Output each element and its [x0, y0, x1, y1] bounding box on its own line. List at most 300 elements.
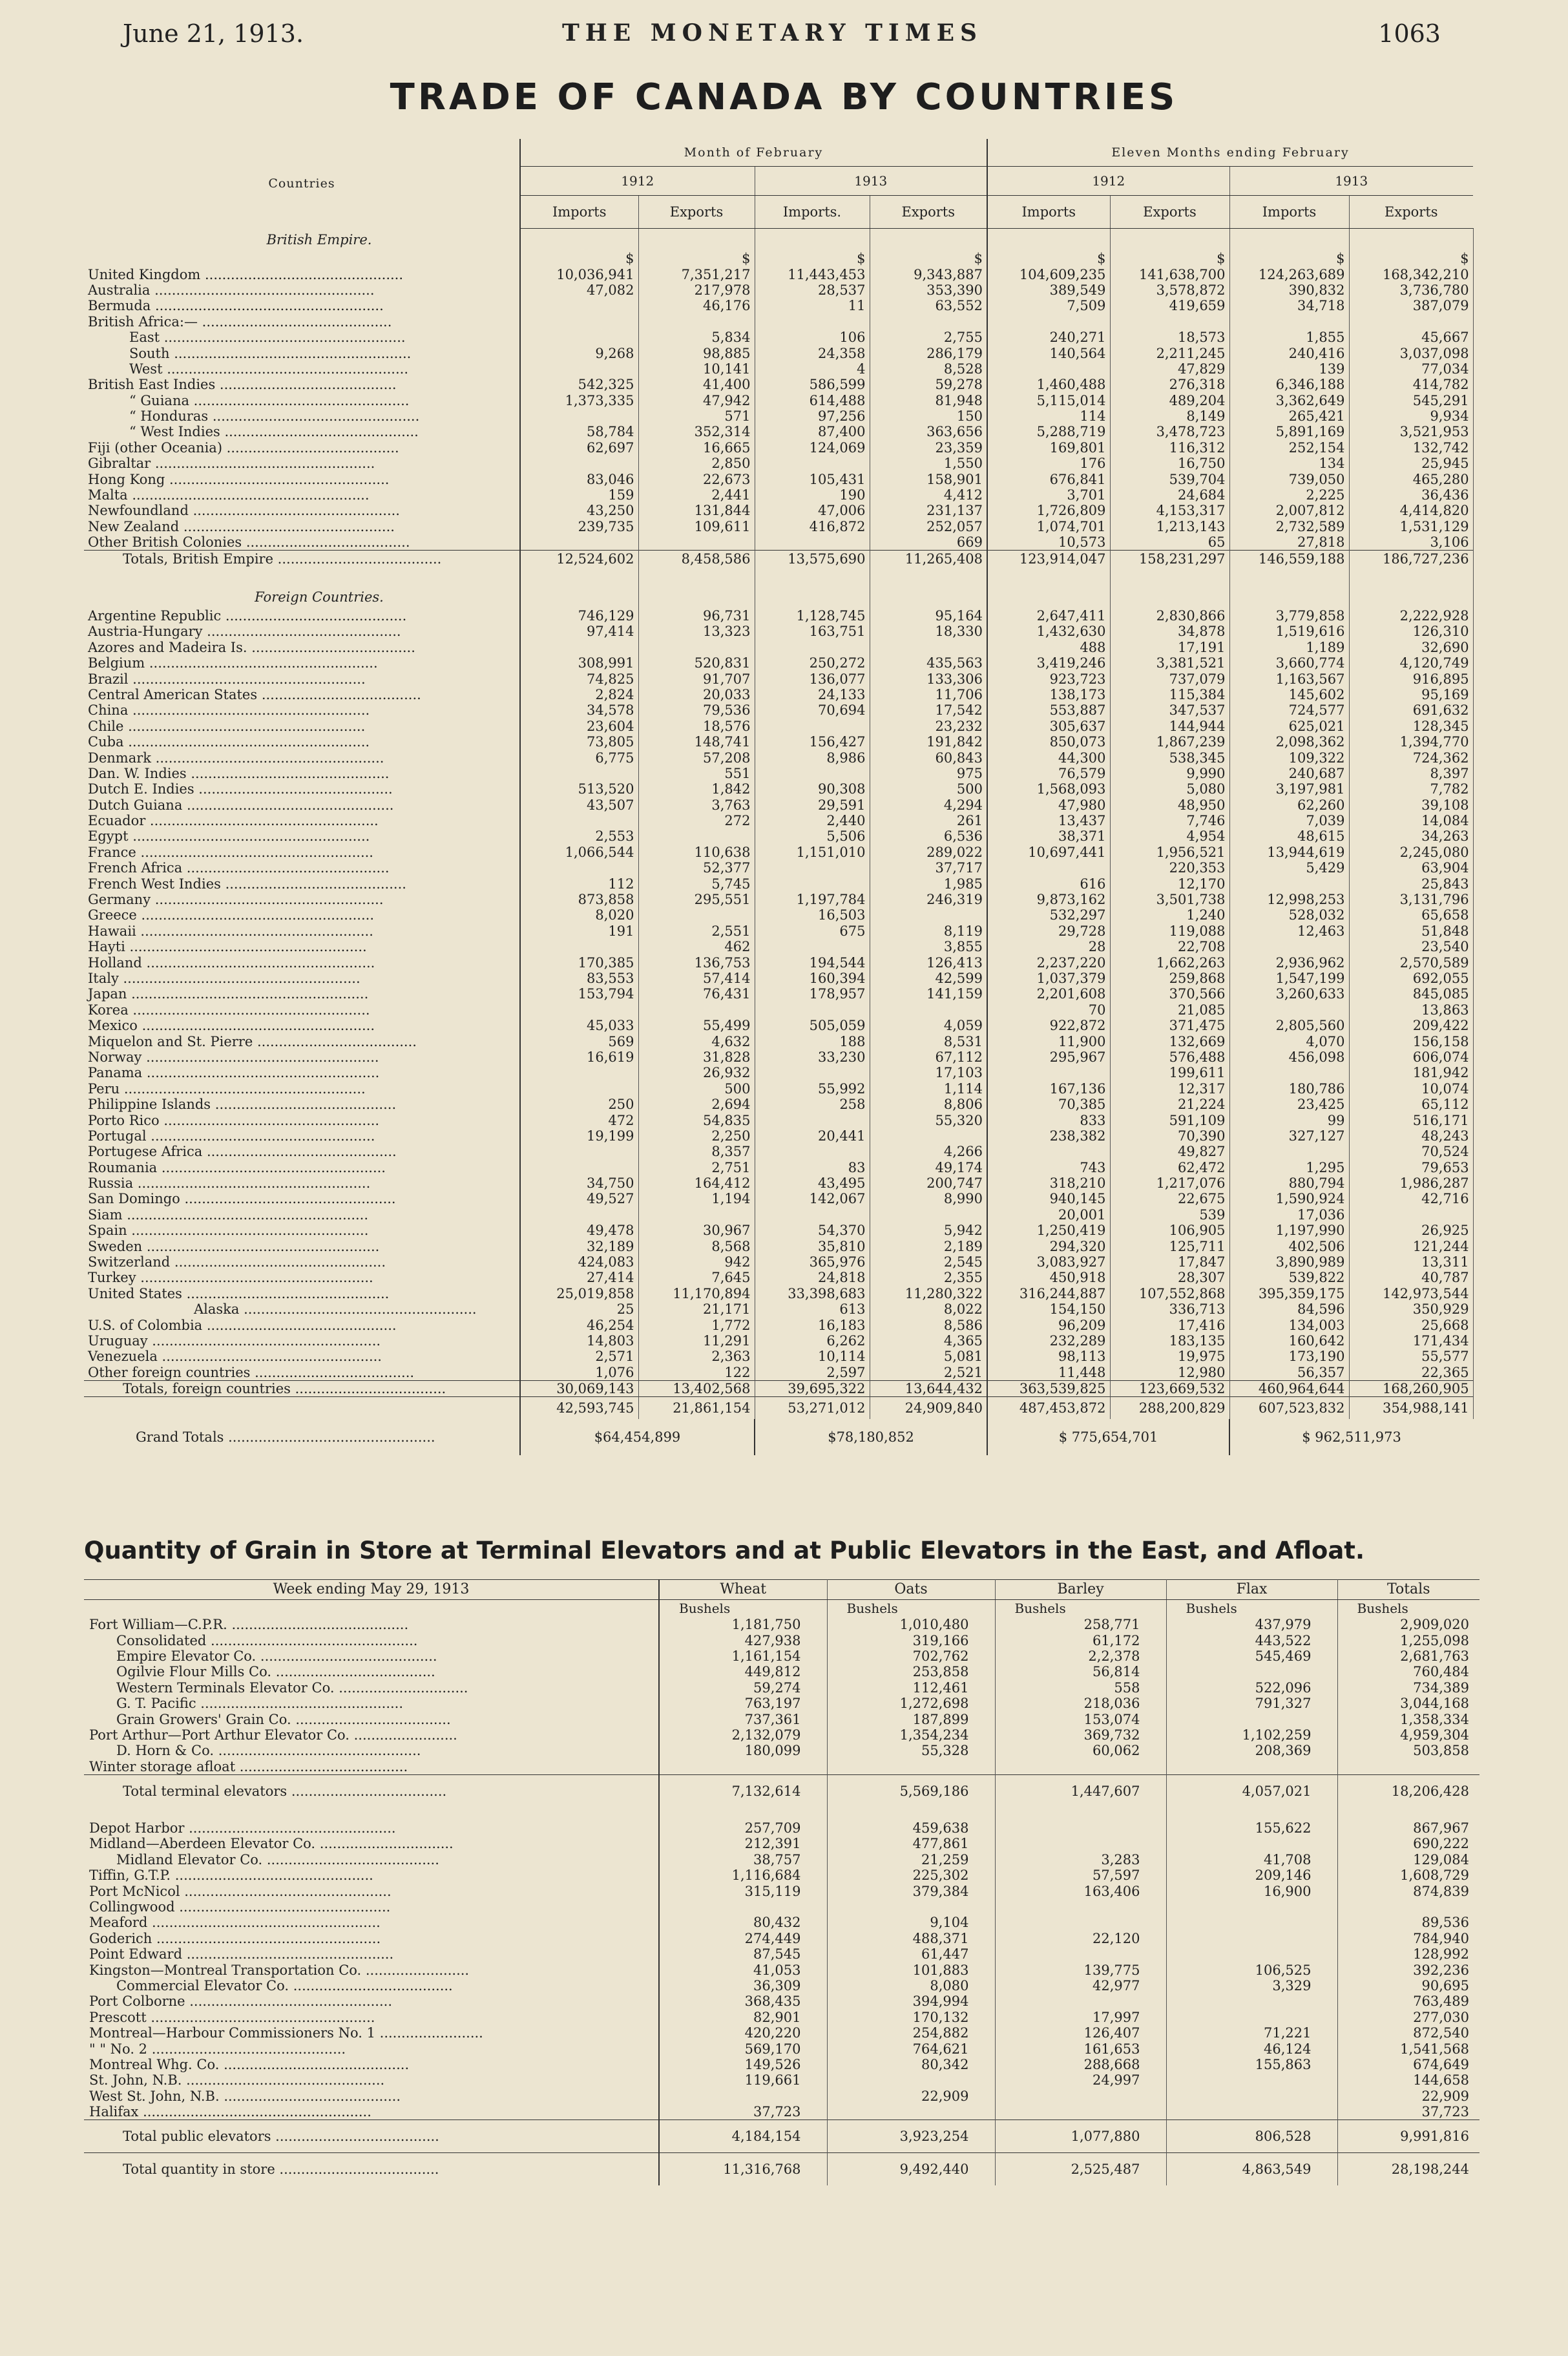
trade-value: 19,975: [1110, 1349, 1229, 1364]
country-row: [84, 1301, 1473, 1317]
trade-value: 18,330: [870, 624, 987, 639]
trade-value: 2,201,608: [987, 986, 1110, 1002]
country-name: Malta .......................................................: [84, 487, 520, 503]
bushel-value: 2,909,020: [1400, 1617, 1469, 1633]
trade-value: [520, 640, 638, 655]
country-name: Hong Kong ...................................................: [84, 471, 520, 487]
trade-value: [520, 456, 638, 471]
trade-value: 2,355: [870, 1270, 987, 1285]
country-row: [84, 766, 1473, 781]
trade-value: 675: [755, 923, 870, 939]
country-row: [84, 1191, 1473, 1206]
trade-value: 32,189: [520, 1238, 638, 1254]
empty-cell: [755, 229, 870, 251]
trade-value: 28,307: [1110, 1270, 1229, 1285]
bushel-value: 4,863,549: [1166, 2153, 1337, 2186]
trade-value: [755, 876, 870, 891]
country-row: [84, 876, 1473, 891]
trade-value: 3,779,858: [1229, 608, 1349, 624]
trade-value: 13,644,432: [870, 1380, 987, 1396]
trade-value: 318,210: [987, 1175, 1110, 1191]
trade-value: 2,189: [870, 1238, 987, 1254]
trade-value: 194,544: [755, 954, 870, 970]
trade-value: 737,079: [1110, 671, 1229, 686]
grand-total-value: $ 775,654,701: [987, 1419, 1229, 1455]
trade-value: 12,317: [1110, 1081, 1229, 1097]
trade-value: 739,050: [1229, 471, 1349, 487]
trade-value: 975: [870, 766, 987, 781]
trade-value: 83,553: [520, 971, 638, 986]
header-page-number: 1063: [1378, 19, 1441, 48]
trade-value: [1229, 1002, 1349, 1018]
country-name: Austria-Hungary .............................................: [84, 624, 520, 639]
dollar-sign: $: [1349, 251, 1473, 266]
trade-value: 28: [987, 939, 1110, 954]
trade-value: 16,619: [520, 1049, 638, 1065]
trade-value: 1,197,990: [1229, 1223, 1349, 1238]
unit-label: Bushels: [995, 1600, 1166, 1617]
bushel-value: 760,484: [1413, 1664, 1469, 1680]
country-row: [84, 487, 1473, 503]
country-row: [84, 534, 1473, 551]
bushel-value: [1166, 1915, 1337, 1930]
country-name: Central American States .....................................: [84, 687, 520, 702]
elevator-row: [84, 1883, 1479, 1898]
trade-value: 134,003: [1229, 1317, 1349, 1332]
trade-value: 5,834: [638, 330, 755, 345]
country-name: Portugese Africa ............................................: [84, 1144, 520, 1159]
trade-value: 14,084: [1349, 813, 1473, 828]
trade-value: 43,507: [520, 797, 638, 813]
trade-value: 692,055: [1349, 971, 1473, 986]
country-name: Miquelon and St. Pierre .....................................: [84, 1033, 520, 1049]
trade-value: 40,787: [1349, 1270, 1473, 1285]
trade-value: 1,956,521: [1110, 845, 1229, 860]
elevator-name: Kingston—Montreal Transportation Co. ........................: [84, 1962, 659, 1977]
grand-totals-label: Grand Totals ................................................: [84, 1419, 520, 1455]
elevator-name: Montreal—Harbour Commissioners No. 1 ........................: [84, 2025, 659, 2041]
elevator-row: [84, 1648, 1479, 1664]
trade-value: 5,081: [870, 1349, 987, 1364]
country-row: [84, 361, 1473, 377]
bushel-value: 46,124: [1166, 2041, 1337, 2056]
country-row: [84, 671, 1473, 686]
country-name: Dutch Guiana ................................................: [84, 797, 520, 813]
trade-value: 11,706: [870, 687, 987, 702]
trade-value: 305,637: [987, 719, 1110, 734]
trade-value: 49,478: [520, 1223, 638, 1238]
trade-value: 52,377: [638, 860, 755, 876]
trade-value: 47,980: [987, 797, 1110, 813]
trade-value: 833: [987, 1112, 1110, 1128]
trade-value: 30,967: [638, 1223, 755, 1238]
elevator-row: [84, 1664, 1479, 1679]
trade-value: 1,066,544: [520, 845, 638, 860]
empty-cell: [1110, 586, 1229, 608]
british-empire-heading: [84, 229, 1473, 251]
trade-value: 83: [755, 1159, 870, 1175]
bushel-value: 319,166: [827, 1632, 995, 1648]
trade-value: 144,944: [1110, 719, 1229, 734]
trade-value: 489,204: [1110, 393, 1229, 408]
public-total-row: [84, 2120, 1479, 2153]
trade-value: 139: [1229, 361, 1349, 377]
header-date: June 21, 1913.: [123, 19, 304, 48]
trade-value: 49,827: [1110, 1144, 1229, 1159]
trade-value: 11: [755, 298, 870, 313]
bushel-value: 38,757: [659, 1852, 827, 1867]
trade-value: 209,422: [1349, 1018, 1473, 1033]
trade-value: 1,985: [870, 876, 987, 891]
trade-value: 23,425: [1229, 1097, 1349, 1112]
trade-value: 2,222,928: [1349, 608, 1473, 624]
trade-value: 122: [638, 1365, 755, 1381]
trade-value: 43,495: [755, 1175, 870, 1191]
trade-value: 18,576: [638, 719, 755, 734]
bushel-value: 764,621: [827, 2041, 995, 2056]
country-name: Dutch E. Indies .............................................: [84, 781, 520, 797]
bushel-value: 126,407: [995, 2025, 1166, 2041]
trade-value: 1,986,287: [1349, 1175, 1473, 1191]
trade-value: 246,319: [870, 892, 987, 907]
bushel-value: 420,220: [659, 2025, 827, 2041]
trade-value: 12,170: [1110, 876, 1229, 891]
trade-value: 3,419,246: [987, 655, 1110, 671]
trade-value: 49,527: [520, 1191, 638, 1206]
trade-value: [755, 766, 870, 781]
trade-value: 7,782: [1349, 781, 1473, 797]
trade-value: 180,786: [1229, 1081, 1349, 1097]
trade-value: 29,591: [755, 797, 870, 813]
trade-value: 845,085: [1349, 986, 1473, 1002]
bushel-value: 459,638: [827, 1820, 995, 1836]
trade-value: 1,128,745: [755, 608, 870, 624]
country-row: [84, 608, 1473, 624]
trade-value: 20,001: [987, 1207, 1110, 1223]
country-row: [84, 923, 1473, 939]
elevator-row: [84, 2041, 1479, 2056]
trade-value: 3,578,872: [1110, 282, 1229, 298]
trade-value: 132,742: [1349, 440, 1473, 456]
bushel-value: 21,259: [827, 1852, 995, 1867]
trade-value: [520, 1065, 638, 1080]
trade-value: 188: [755, 1033, 870, 1049]
trade-value: 347,537: [1110, 702, 1229, 718]
trade-value: 22,365: [1349, 1365, 1473, 1381]
trade-value: 136,077: [755, 671, 870, 686]
elevator-row: [84, 1743, 1479, 1758]
trade-value: 389,549: [987, 282, 1110, 298]
trade-value: 8,022: [870, 1301, 987, 1317]
trade-value: 5,429: [1229, 860, 1349, 876]
bushel-value: 61,172: [995, 1632, 1166, 1648]
trade-value: 586,599: [755, 377, 870, 392]
bushel-value: 4,057,021: [1166, 1774, 1337, 1807]
bushel-value: 56,814: [995, 1664, 1166, 1679]
country-row: [84, 471, 1473, 487]
trade-value: 57,208: [638, 750, 755, 765]
bushel-value: 443,522: [1166, 1632, 1337, 1648]
trade-value: 2,597: [755, 1365, 870, 1381]
trade-value: 416,872: [755, 519, 870, 534]
trade-value: 26,925: [1349, 1223, 1473, 1238]
trade-value: 625,021: [1229, 719, 1349, 734]
trade-value: 259,868: [1110, 971, 1229, 986]
bushel-value: [995, 1836, 1166, 1851]
elevator-row: [84, 2088, 1479, 2104]
bushel-value: 3,923,254: [827, 2120, 995, 2153]
trade-value: 34,718: [1229, 298, 1349, 313]
country-name: “ Honduras ................................................: [84, 408, 520, 424]
country-name: Belgium .....................................................: [84, 655, 520, 671]
spacer-row: [84, 567, 1473, 586]
trade-value: 199,611: [1110, 1065, 1229, 1080]
trade-value: 25,843: [1349, 876, 1473, 891]
elevator-name: Depot Harbor ................................................: [84, 1820, 659, 1836]
bushel-value: 791,327: [1166, 1696, 1337, 1711]
elevator-row: [84, 1962, 1479, 1977]
empty-cell: [638, 586, 755, 608]
trade-value: 73,805: [520, 734, 638, 750]
trade-value: 55,499: [638, 1018, 755, 1033]
elevator-name: Empire Elevator Co. .........................................: [84, 1648, 659, 1664]
trade-value: 11,265,408: [870, 551, 987, 567]
trade-value: 5,506: [755, 828, 870, 844]
bushel-value: [827, 1899, 995, 1915]
trade-value: 450,918: [987, 1270, 1110, 1285]
trade-value: 240,416: [1229, 345, 1349, 361]
trade-value: 539,704: [1110, 471, 1229, 487]
trade-value: 288,200,829: [1110, 1397, 1229, 1420]
bushel-value: 59,274: [659, 1680, 827, 1696]
trade-value: 571: [638, 408, 755, 424]
trade-value: [1229, 876, 1349, 891]
trade-value: 4,632: [638, 1033, 755, 1049]
trade-value: [755, 1144, 870, 1159]
trade-value: 124,263,689: [1229, 266, 1349, 282]
trade-value: 424,083: [520, 1254, 638, 1270]
trade-value: 21,861,154: [638, 1397, 755, 1420]
trade-value: 873,858: [520, 892, 638, 907]
trade-value: 276,318: [1110, 377, 1229, 392]
elevator-row: [84, 2057, 1479, 2072]
empty-cell: [1349, 567, 1473, 586]
country-name: French Africa ...............................................: [84, 860, 520, 876]
trade-value: 20,033: [638, 687, 755, 702]
trade-value: 16,665: [638, 440, 755, 456]
country-row: [84, 345, 1473, 361]
week-ending-header: Week ending May 29, 1913: [84, 1580, 659, 1600]
bushel-value: 170,132: [827, 2010, 995, 2025]
bushel-value: 4,959,304: [1400, 1727, 1469, 1743]
trade-value: 488: [987, 640, 1110, 655]
trade-value: 613: [755, 1301, 870, 1317]
bushel-value: [1337, 1899, 1479, 1915]
country-row: [84, 503, 1473, 518]
trade-value: 545,291: [1349, 393, 1473, 408]
country-row: [84, 330, 1473, 345]
trade-value: 2,225: [1229, 487, 1349, 503]
trade-value: 539: [1110, 1207, 1229, 1223]
country-name: Argentine Republic ..........................................: [84, 608, 520, 624]
trade-value: 10,573: [987, 534, 1110, 551]
trade-value: 70: [987, 1002, 1110, 1018]
trade-value: [870, 640, 987, 655]
country-name: Norway ......................................................: [84, 1049, 520, 1065]
trade-value: 160,642: [1229, 1333, 1349, 1349]
trade-value: 70,524: [1349, 1144, 1473, 1159]
trade-value: 76,431: [638, 986, 755, 1002]
country-name: Chile .......................................................: [84, 719, 520, 734]
trade-value: 8,357: [638, 1144, 755, 1159]
trade-value: 4,365: [870, 1333, 987, 1349]
bushel-value: 379,384: [827, 1883, 995, 1898]
elevator-row: [84, 1836, 1479, 1851]
trade-value: [870, 1002, 987, 1018]
bushel-value: 82,901: [659, 2010, 827, 2025]
elevator-name: Total terminal elevators ....................................: [84, 1774, 659, 1807]
trade-value: 1,037,379: [987, 971, 1110, 986]
country-row: [84, 892, 1473, 907]
trade-value: 55,320: [870, 1112, 987, 1128]
countries-header: Countries: [84, 139, 520, 229]
trade-value: 17,542: [870, 702, 987, 718]
trade-value: 2,237,220: [987, 954, 1110, 970]
bushel-value: 1,447,607: [995, 1774, 1166, 1807]
trade-value: 462: [638, 939, 755, 954]
trade-value: 97,256: [755, 408, 870, 424]
trade-value: 43,250: [520, 503, 638, 518]
trade-value: 21,224: [1110, 1097, 1229, 1112]
country-name: Hayti .......................................................: [84, 939, 520, 954]
elevator-row: [84, 1915, 1479, 1930]
trade-value: 9,934: [1349, 408, 1473, 424]
elevator-row: [84, 1711, 1479, 1727]
units-row: [84, 1600, 1479, 1617]
trade-value: 173,190: [1229, 1349, 1349, 1364]
trade-value: [870, 1128, 987, 1144]
trade-value: 48,243: [1349, 1128, 1473, 1144]
trade-value: 110,638: [638, 845, 755, 860]
bushel-value: 874,839: [1413, 1883, 1469, 1899]
trade-value: 95,164: [870, 608, 987, 624]
trade-value: 217,978: [638, 282, 755, 298]
bushel-value: 80,342: [827, 2057, 995, 2072]
country-row: [84, 298, 1473, 313]
bushel-value: 522,096: [1166, 1680, 1337, 1696]
country-row: [84, 1254, 1473, 1270]
elevator-name: Western Terminals Elevator Co. ..............................: [84, 1680, 659, 1696]
imports-header: Imports: [987, 196, 1110, 229]
grand-totals-row: [84, 1419, 1473, 1455]
country-name: “ West Indies .............................................: [84, 424, 520, 439]
trade-value: [987, 1065, 1110, 1080]
year-header: 1912: [520, 167, 755, 196]
bushel-value: 16,900: [1166, 1883, 1337, 1898]
bushel-value: 1,608,729: [1400, 1867, 1469, 1884]
country-name: Philippine Islands ..........................................: [84, 1097, 520, 1112]
trade-value: 159: [520, 487, 638, 503]
trade-value: 56,357: [1229, 1365, 1349, 1381]
bushel-value: 3,283: [995, 1852, 1166, 1867]
trade-value: 12,463: [1229, 923, 1349, 939]
trade-value: 7,351,217: [638, 266, 755, 282]
trade-value: 500: [638, 1081, 755, 1097]
trade-value: 3,521,953: [1349, 424, 1473, 439]
bushel-value: 369,732: [995, 1727, 1166, 1743]
trade-value: 6,346,188: [1229, 377, 1349, 392]
trade-value: 1,531,129: [1349, 519, 1473, 534]
trade-value: 1,194: [638, 1191, 755, 1206]
bushel-value: 1,102,259: [1166, 1727, 1337, 1743]
trade-value: 3,106: [1349, 534, 1473, 551]
trade-value: 3,763: [638, 797, 755, 813]
trade-value: 2,647,411: [987, 608, 1110, 624]
country-name: Fiji (other Oceania) ........................................: [84, 440, 520, 456]
bushel-value: 872,540: [1413, 2025, 1469, 2041]
bushel-value: [827, 2072, 995, 2088]
trade-value: 2,732,589: [1229, 519, 1349, 534]
trade-value: 99: [1229, 1112, 1349, 1128]
country-name: Bermuda .....................................................: [84, 298, 520, 313]
bushel-value: 569,170: [659, 2041, 827, 2056]
bushel-value: 763,197: [659, 1696, 827, 1711]
elevator-name: G. T. Pacific ...............................................: [84, 1696, 659, 1711]
empty-cell: [987, 567, 1110, 586]
bushel-value: 392,236: [1413, 1962, 1469, 1978]
trade-value: 44,300: [987, 750, 1110, 765]
trade-value: 1,240: [1110, 907, 1229, 923]
bushel-value: 11,316,768: [659, 2153, 827, 2186]
bushel-value: 22,120: [995, 1931, 1166, 1946]
trade-value: 98,885: [638, 345, 755, 361]
bushel-value: 437,979: [1166, 1617, 1337, 1632]
country-name: Porto Rico ..................................................: [84, 1112, 520, 1128]
country-name: Other British Colonies ......................................: [84, 534, 520, 551]
trade-value: 21,171: [638, 1301, 755, 1317]
trade-value: 472: [520, 1112, 638, 1128]
trade-value: 96,209: [987, 1317, 1110, 1332]
trade-value: 35,810: [755, 1238, 870, 1254]
country-row: [84, 954, 1473, 970]
trade-value: 365,976: [755, 1254, 870, 1270]
trade-value: 1,250,419: [987, 1223, 1110, 1238]
country-name: Azores and Madeira Is. ......................................: [84, 640, 520, 655]
trade-value: 11,291: [638, 1333, 755, 1349]
trade-value: 49,174: [870, 1159, 987, 1175]
dollar-sign: $: [870, 251, 987, 266]
trade-value: 148,741: [638, 734, 755, 750]
trade-value: 183,135: [1110, 1333, 1229, 1349]
trade-value: 70,390: [1110, 1128, 1229, 1144]
trade-value: 63,552: [870, 298, 987, 313]
trade-value: 168,260,905: [1349, 1380, 1473, 1396]
bushel-value: 41,053: [659, 1962, 827, 1977]
trade-value: 8,149: [1110, 408, 1229, 424]
trade-value: 16,503: [755, 907, 870, 923]
elevator-row: [84, 1617, 1479, 1632]
trade-value: [1110, 314, 1229, 330]
foreign-countries-heading: [84, 586, 1473, 608]
trade-value: 10,114: [755, 1349, 870, 1364]
trade-value: 24,684: [1110, 487, 1229, 503]
trade-value: 171,434: [1349, 1333, 1473, 1349]
country-row: [84, 719, 1473, 734]
bushel-value: 784,940: [1413, 1930, 1469, 1946]
grain-table-body: [84, 1600, 1479, 2186]
empty-cell: [84, 1600, 659, 1617]
trade-value: 1,189: [1229, 640, 1349, 655]
